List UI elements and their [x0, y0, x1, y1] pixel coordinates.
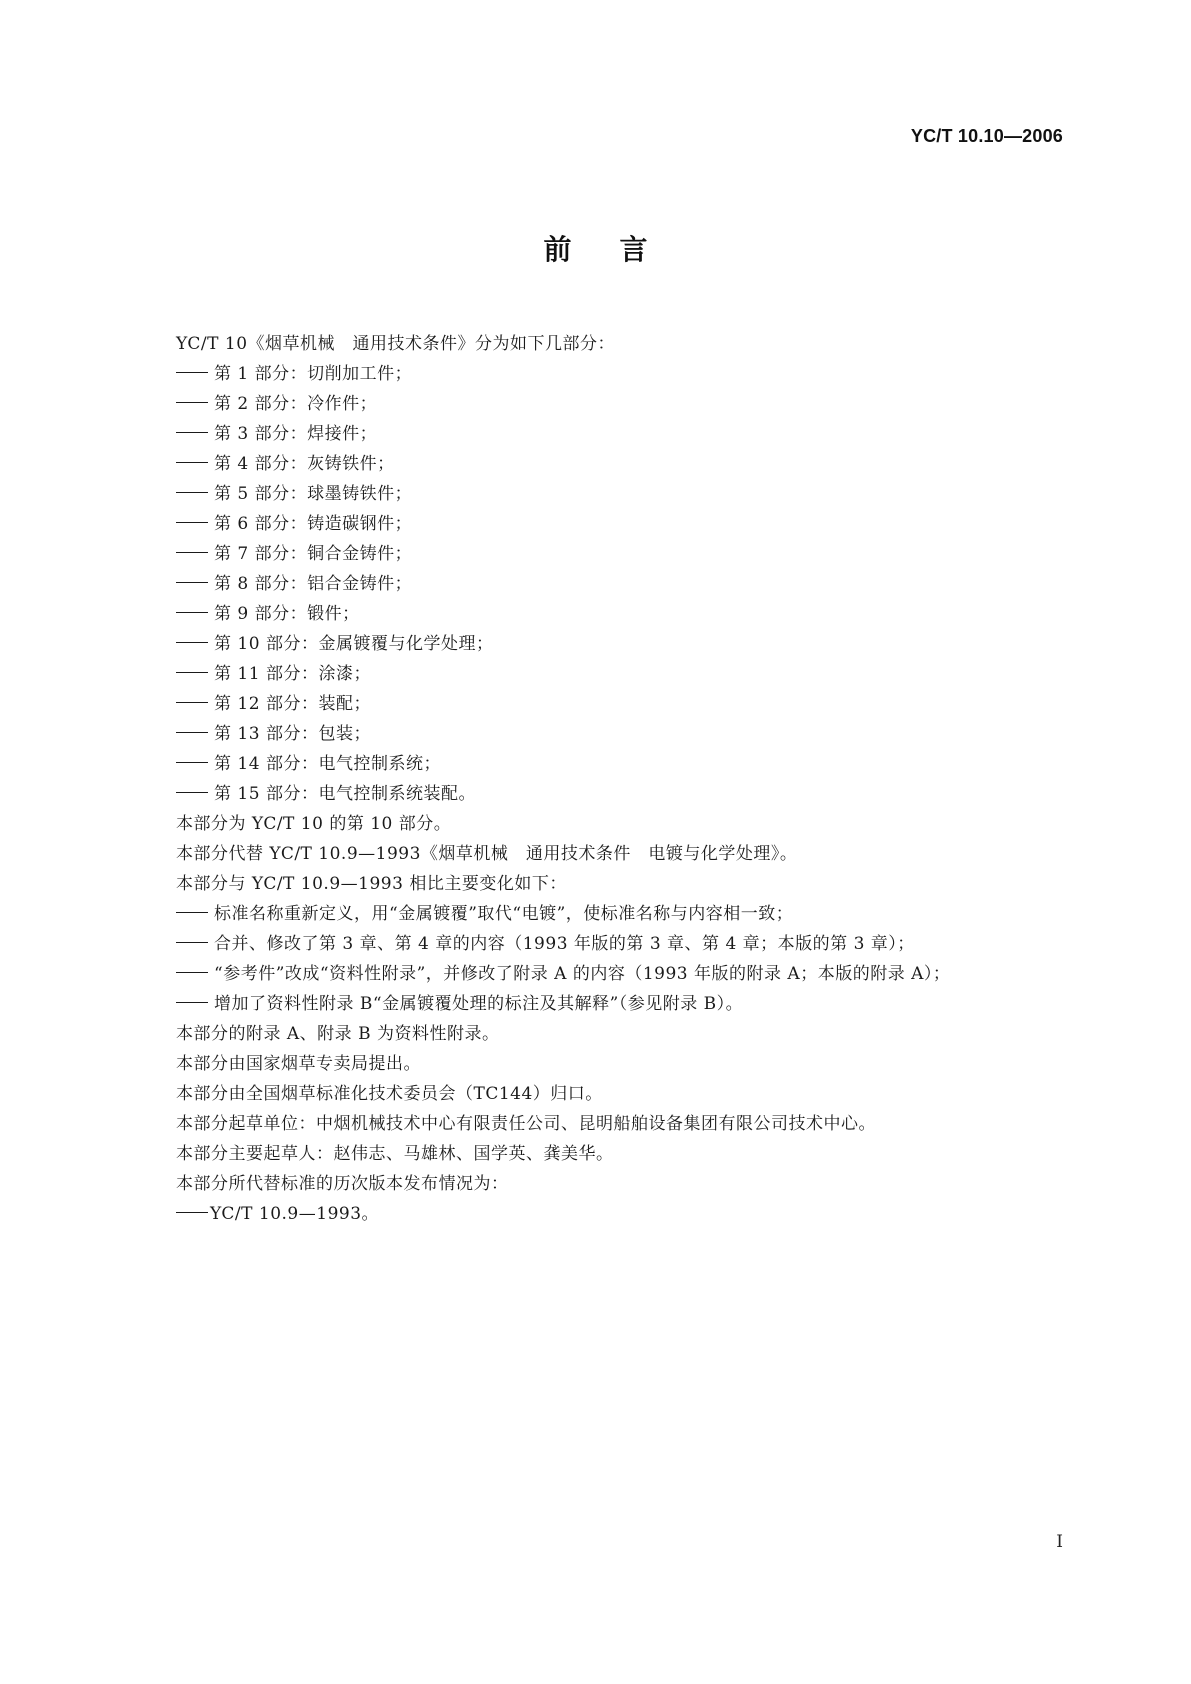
- list-item: 第 8 部分：铝合金铸件；: [176, 569, 1056, 599]
- drafting-units-statement: 本部分起草单位：中烟机械技术中心有限责任公司、昆明船舶设备集团有限公司技术中心。: [176, 1114, 876, 1134]
- list-item: “参考件”改成“资料性附录”，并修改了附录 A 的内容（1993 年版的附录 A；本版的附录 A）；: [176, 959, 1056, 989]
- changes-list: [176, 899, 1056, 1019]
- dash-mark: [176, 479, 214, 509]
- page-title: 前言: [543, 233, 696, 266]
- changes-intro: 本部分与 YC/T 10.9—1993 相比主要变化如下：: [176, 874, 567, 894]
- list-item: 第 15 部分：电气控制系统装配。: [176, 779, 1056, 809]
- list-item: 第 14 部分：电气控制系统；: [176, 749, 1056, 779]
- list-item: 第 6 部分：铸造碳钢件；: [176, 509, 1056, 539]
- list-item: 合并、修改了第 3 章、第 4 章的内容（1993 年版的第 3 章、第 4 章；本版的第 3 章）；: [176, 929, 1056, 959]
- dash-mark: [176, 929, 214, 959]
- foreword-body: [176, 329, 1056, 1229]
- list-item: 第 5 部分：球墨铸铁件；: [176, 479, 1056, 509]
- list-item: 第 13 部分：包装；: [176, 719, 1056, 749]
- dash-mark: [176, 509, 214, 539]
- list-item: 第 10 部分：金属镀覆与化学处理；: [176, 629, 1056, 659]
- list-item: 第 2 部分：冷作件；: [176, 389, 1056, 419]
- list-item: 标准名称重新定义，用“金属镀覆”取代“电镀”，使标准名称与内容相一致；: [176, 899, 1056, 929]
- list-item: 第 9 部分：锻件；: [176, 599, 1056, 629]
- dash-mark: [176, 719, 214, 749]
- dash-mark: [176, 539, 214, 569]
- dash-mark: [176, 1199, 210, 1229]
- list-item: 第 7 部分：铜合金铸件；: [176, 539, 1056, 569]
- previous-versions-list: [176, 1199, 1056, 1229]
- page-number: I: [1056, 1532, 1063, 1552]
- list-item: YC/T 10.9—1993。: [176, 1199, 1056, 1229]
- dash-mark: [176, 689, 214, 719]
- replaces-statement: 本部分代替 YC/T 10.9—1993《烟草机械 通用技术条件 电镀与化学处理》。: [176, 844, 798, 864]
- drafters-statement: 本部分主要起草人：赵伟志、马雄林、国学英、龚美华。: [176, 1144, 614, 1164]
- list-item: 第 11 部分：涂漆；: [176, 659, 1056, 689]
- dash-mark: [176, 989, 214, 1019]
- dash-mark: [176, 899, 214, 929]
- committee-statement: 本部分由全国烟草标准化技术委员会（TC144）归口。: [176, 1084, 603, 1104]
- dash-mark: [176, 599, 214, 629]
- dash-mark: [176, 779, 214, 809]
- list-item: 第 3 部分：焊接件；: [176, 419, 1056, 449]
- history-intro: 本部分所代替标准的历次版本发布情况为：: [176, 1174, 509, 1194]
- dash-mark: [176, 389, 214, 419]
- appendix-statement: 本部分的附录 A、附录 B 为资料性附录。: [176, 1024, 500, 1044]
- dash-mark: [176, 659, 214, 689]
- proposer-statement: 本部分由国家烟草专卖局提出。: [176, 1054, 421, 1074]
- parts-list: [176, 359, 1056, 809]
- intro-line: YC/T 10《烟草机械 通用技术条件》分为如下几部分：: [176, 334, 616, 354]
- dash-mark: [176, 629, 214, 659]
- dash-mark: [176, 959, 214, 989]
- dash-mark: [176, 749, 214, 779]
- dash-mark: [176, 359, 214, 389]
- dash-mark: [176, 419, 214, 449]
- list-item: 第 12 部分：装配；: [176, 689, 1056, 719]
- list-item: 第 4 部分：灰铸铁件；: [176, 449, 1056, 479]
- dash-mark: [176, 449, 214, 479]
- standard-code: YC/T 10.10—2006: [910, 126, 1063, 146]
- list-item: 第 1 部分：切削加工件；: [176, 359, 1056, 389]
- dash-mark: [176, 569, 214, 599]
- part-statement: 本部分为 YC/T 10 的第 10 部分。: [176, 814, 452, 834]
- list-item: 增加了资料性附录 B“金属镀覆处理的标注及其解释”（参见附录 B）。: [176, 989, 1056, 1019]
